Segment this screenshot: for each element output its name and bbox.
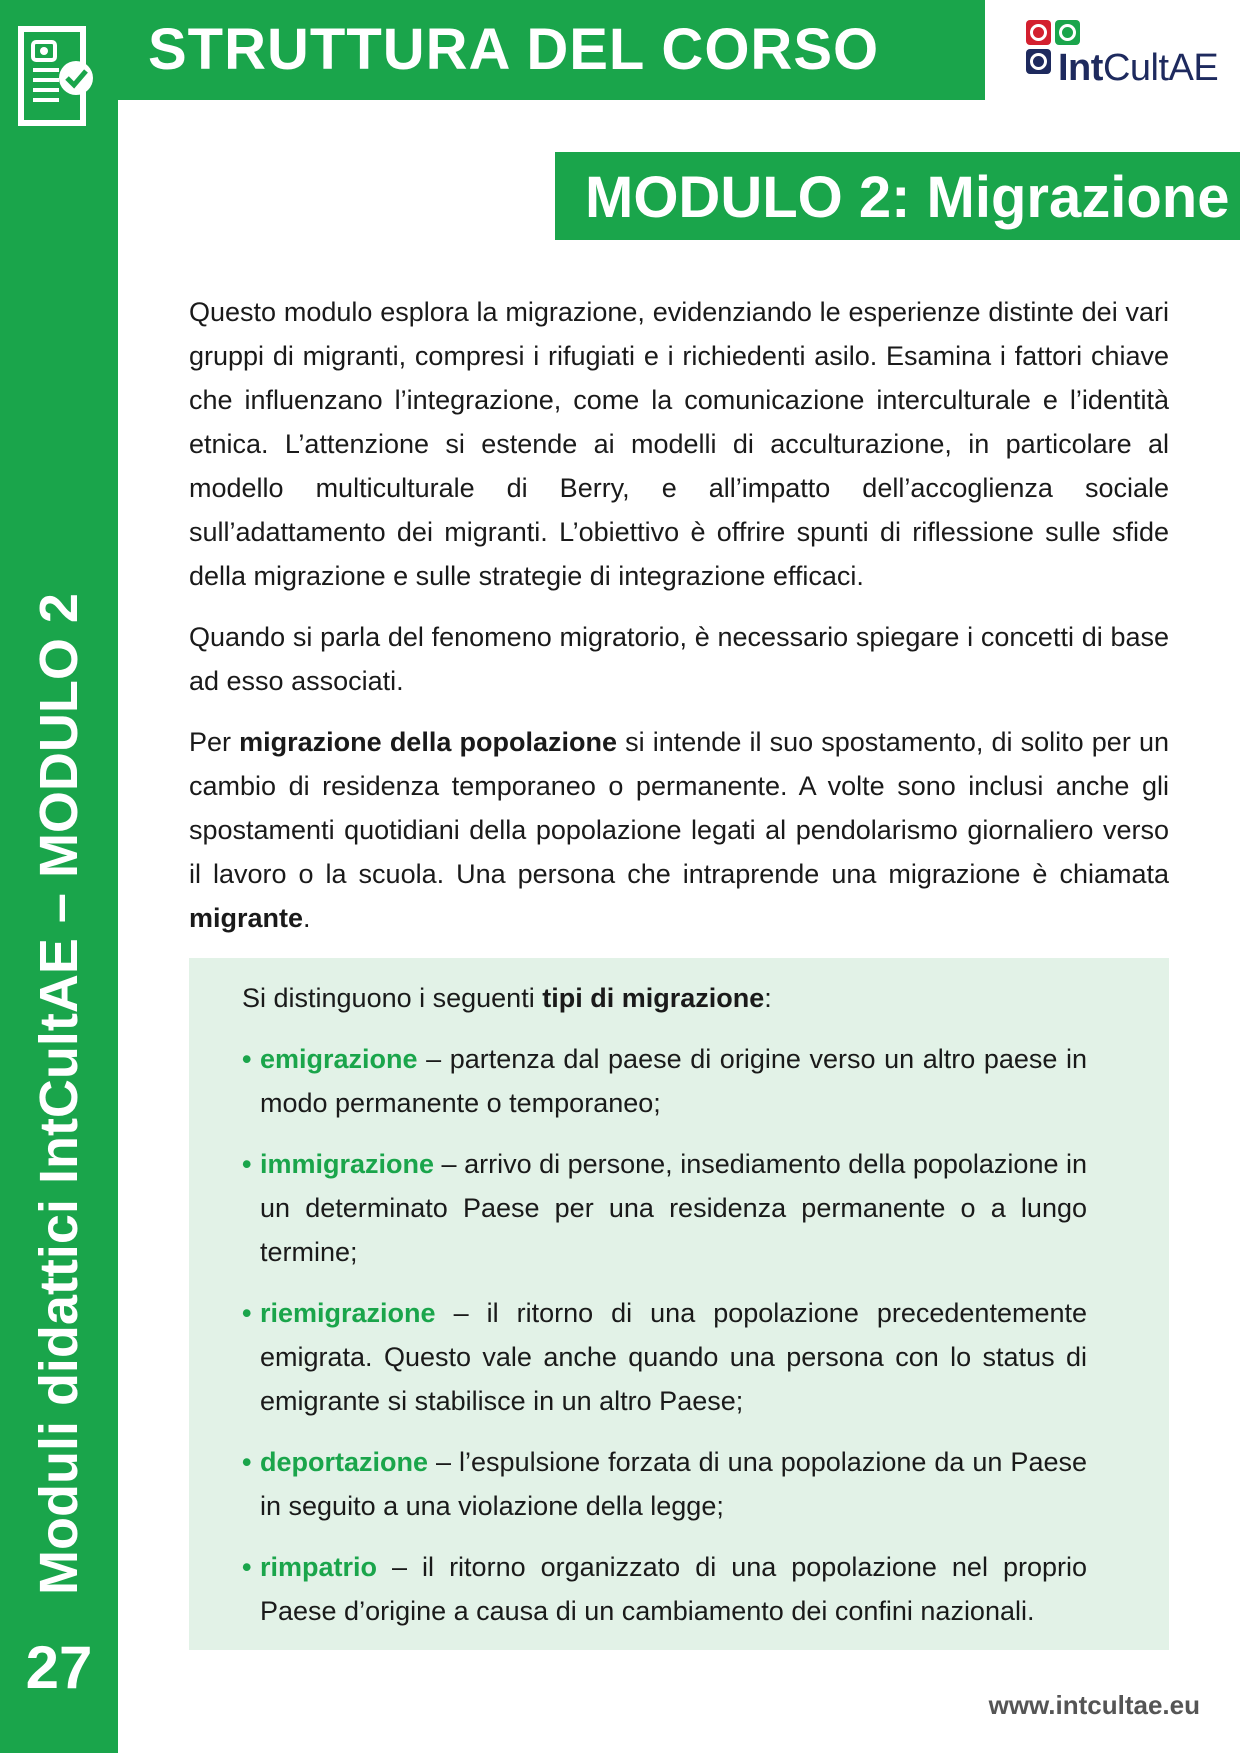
- list-item: • riemigrazione – il ritorno di una popolazione precedentemente emigrata. Questo vale anche quando una persona con lo status di emigrante si stabilisce in un altro Paese;: [242, 1291, 1087, 1423]
- type-term: emigrazione: [260, 1044, 418, 1074]
- intcultae-logo: [1024, 18, 1219, 89]
- document-check-icon: [18, 26, 94, 126]
- paragraph-definition: Per migrazione della popolazione si intende il suo spostamento, di solito per un cambio di residenza temporaneo o permanente. A volte sono inclusi anche gli spostamenti quotidiani della popolazione legati al pendolarismo giornaliero verso il lavoro o la scuola. Una persona che intraprende una migrazione è chiamata migrante.: [189, 727, 1169, 933]
- list-item: • immigrazione – arrivo di persone, insediamento della popolazione in un determinato Paese per una residenza permanente o a lungo termine;: [242, 1142, 1087, 1274]
- module-banner: [555, 152, 1240, 240]
- term-migrazione-popolazione: migrazione della popolazione: [239, 727, 617, 757]
- type-term: deportazione: [260, 1447, 429, 1477]
- page-number: 27: [25, 1634, 93, 1701]
- paragraph-concepts: Quando si parla del fenomeno migratorio, è necessario spiegare i concetti di base ad esso associati.: [189, 622, 1169, 696]
- sidebar-vertical-title: [10, 593, 108, 1605]
- body-text: [189, 290, 1169, 957]
- list-item: • deportazione – l’espulsione forzata di una popolazione da un Paese in seguito a una violazione della legge;: [242, 1440, 1087, 1528]
- footer-url[interactable]: www.intcultae.eu: [988, 1690, 1200, 1720]
- migration-types-list: [242, 1037, 1087, 1633]
- bullet-icon: •: [242, 1149, 252, 1179]
- migration-types-box: [189, 958, 1169, 1650]
- module-title: MODULO 2: Migrazione: [585, 165, 1230, 230]
- header-title: STRUTTURA DEL CORSO: [148, 17, 880, 82]
- term-migrante: migrante: [189, 903, 304, 933]
- bullet-icon: •: [242, 1298, 252, 1328]
- list-item: • rimpatrio – il ritorno organizzato di una popolazione nel proprio Paese d’origine a causa di un cambiamento dei confini nazionali.: [242, 1545, 1087, 1633]
- types-intro: Si distinguono i seguenti tipi di migrazione:: [242, 983, 772, 1013]
- bullet-icon: •: [242, 1044, 252, 1074]
- paragraph-intro: Questo modulo esplora la migrazione, evidenziando le esperienze distinte dei vari gruppi di migranti, compresi i rifugiati e i richiedenti asilo. Esamina i fattori chiave che influenzano l’integrazione, come la comunicazione interculturale e l’identità etnica. L’attenzione si estende ai modelli di acculturazione, in particolare al modello multiculturale di Berry, e all’impatto dell’accoglienza sociale sull’adattamento dei migranti. L’obiettivo è offrire spunti di riflessione sulle sfide della migrazione e sulle strategie di integrazione efficaci.: [189, 297, 1169, 591]
- bullet-icon: •: [242, 1552, 252, 1582]
- bullet-icon: •: [242, 1447, 252, 1477]
- list-item: • emigrazione – partenza dal paese di origine verso un altro paese in modo permanente o temporaneo;: [242, 1037, 1087, 1125]
- type-term: rimpatrio: [260, 1552, 378, 1582]
- type-term: riemigrazione: [260, 1298, 436, 1328]
- sidebar-vertical-text: Moduli didattici IntCultAE – MODULO 2: [29, 593, 89, 1595]
- type-term: immigrazione: [260, 1149, 435, 1179]
- logo-text: IntCultAE: [1058, 47, 1219, 89]
